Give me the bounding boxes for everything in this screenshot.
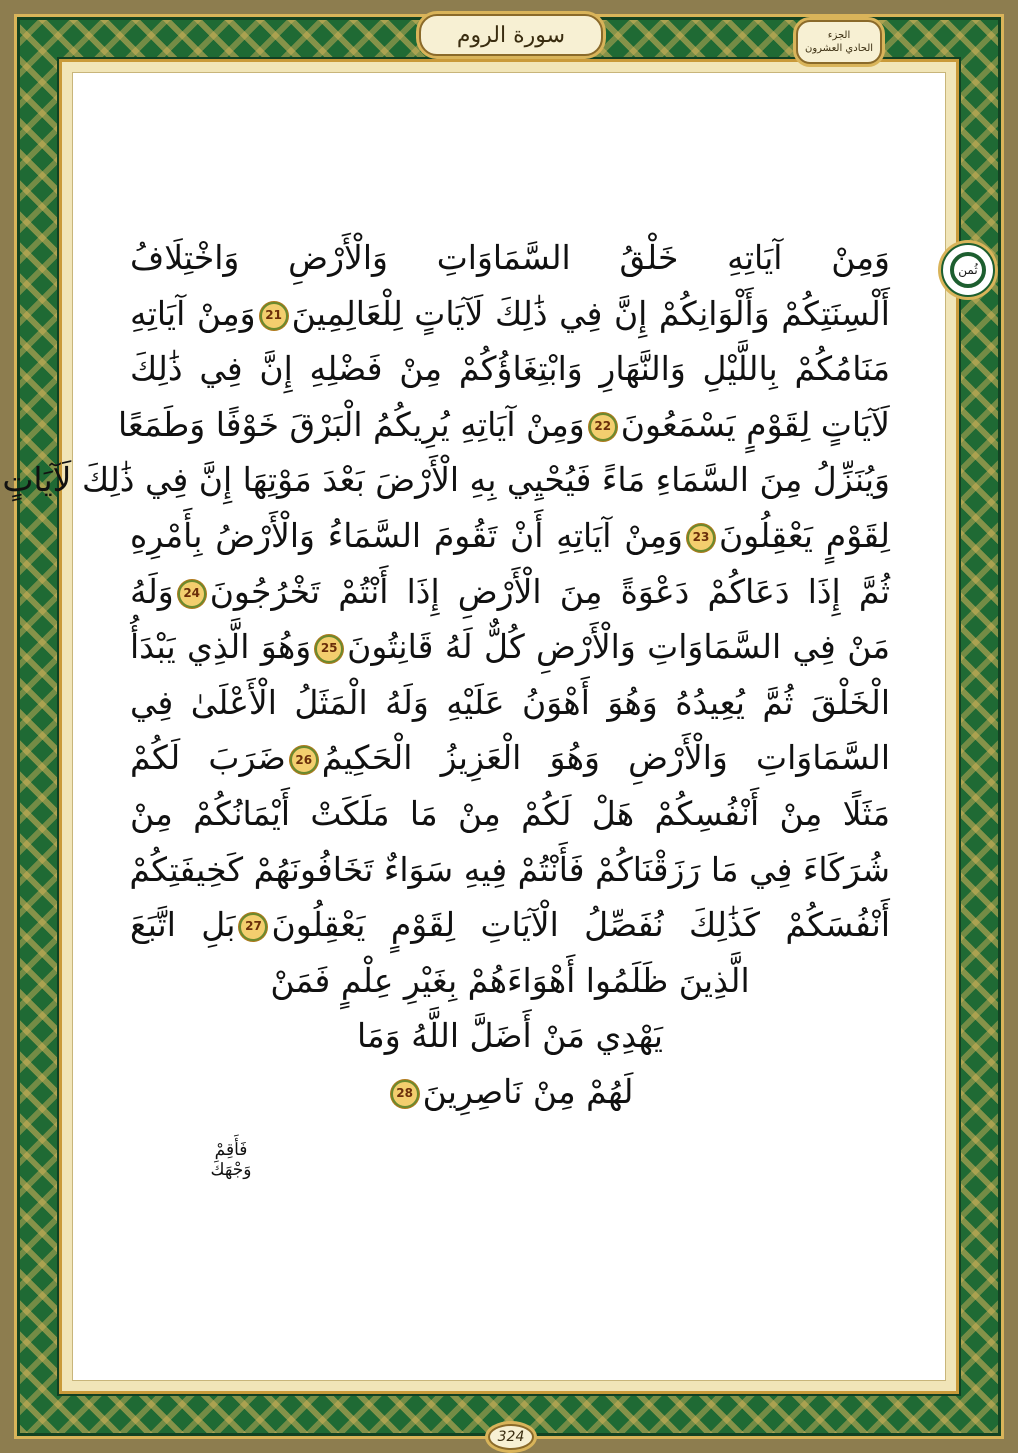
ayah-number-marker: 27 [239,913,267,941]
juz-label-line1: الجزء [827,30,851,41]
text-segment: وَهُوَ الَّذِي يَبْدَأُ [130,627,312,667]
text-segment: بَلِ اتَّبَعَ [130,905,236,945]
text-segment: مَنْ فِي السَّمَاوَاتِ وَالْأَرْضِ كُلٌّ لَهُ قَانِتُونَ [347,627,890,667]
hizb-marker-label: ثُمن [958,263,978,277]
text-line [130,230,890,286]
text-segment: وَمِنْ آيَاتِهِ يُرِيكُمُ الْبَرْقَ خَوْفًا وَطَمَعًا [117,404,585,444]
text-segment: لَآيَاتٍ لِقَوْمٍ يَسْمَعُونَ [620,404,890,444]
text-segment: لَهُمْ مِنْ نَاصِرِينَ [422,1071,634,1111]
hizb-marker-icon [950,252,986,288]
text-line [130,619,890,675]
text-segment: الْخَلْقَ ثُمَّ يُعِيدُهُ وَهُوَ أَهْوَنُ عَلَيْهِ وَلَهُ الْمَثَلُ الْأَعْلَىٰ فِي [130,682,890,722]
ayah-number-marker: 21 [260,302,288,330]
text-segment: الَّذِينَ ظَلَمُوا أَهْوَاءَهُمْ بِغَيْرِ عِلْمٍ فَمَنْ [270,960,750,1000]
text-line [130,675,890,731]
text-line [2,452,890,508]
juz-label [796,20,882,64]
ayah-number-marker: 26 [290,746,318,774]
juz-label-line2: الحادي العشرون [804,43,874,54]
text-segment: وَلَهُ [130,571,174,611]
text-line [130,1008,890,1064]
text-segment: ثُمَّ إِذَا دَعَاكُمْ دَعْوَةً مِنَ الْأَرْضِ إِذَا أَنْتُمْ تَخْرُجُونَ [209,571,890,611]
ayah-number-marker: 28 [391,1080,419,1108]
text-segment: شُرَكَاءَ فِي مَا رَزَقْنَاكُمْ فَأَنْتُمْ فِيهِ سَوَاءٌ تَخَافُونَهُمْ كَخِيفَتِكُمْ [129,849,890,889]
text-line [130,508,890,564]
text-segment: وَمِنْ آيَاتِهِ [130,293,256,333]
text-segment: ضَرَبَ لَكُمْ [130,738,286,778]
text-line [130,286,890,342]
catchword: فَأَقِمْ وَجْهَكَ [210,1140,252,1180]
ayah-number-marker: 23 [687,524,715,552]
text-line [130,897,890,953]
text-segment: السَّمَاوَاتِ وَالْأَرْضِ وَهُوَ الْعَزِيزُ الْحَكِيمُ [321,738,891,778]
text-segment: مَثَلًا مِنْ أَنْفُسِكُمْ هَلْ لَكُمْ مِنْ مَا مَلَكَتْ أَيْمَانُكُمْ مِنْ [130,793,890,833]
text-segment: يَهْدِي مَنْ أَضَلَّ اللَّهُ وَمَا [357,1016,663,1056]
text-line [130,1064,890,1120]
text-segment: وَمِنْ آيَاتِهِ خَلْقُ السَّمَاوَاتِ وَالْأَرْضِ وَاخْتِلَافُ [130,238,890,277]
text-segment: مَنَامُكُمْ بِاللَّيْلِ وَالنَّهَارِ وَابْتِغَاؤُكُمْ مِنْ فَضْلِهِ إِنَّ فِي ذَٰلِكَ [130,349,890,389]
text-segment: أَلْسِنَتِكُمْ وَأَلْوَانِكُمْ إِنَّ فِي ذَٰلِكَ لَآيَاتٍ لِلْعَالِمِينَ [291,293,890,333]
ayah-number-marker: 24 [178,580,206,608]
surah-title: سورة الروم [419,14,603,56]
ayah-number-marker: 25 [315,635,343,663]
text-segment: لِقَوْمٍ يَعْقِلُونَ [718,515,890,555]
page-number: 324 [488,1424,534,1450]
text-line [130,564,890,620]
text-segment: وَمِنْ آيَاتِهِ أَنْ تَقُومَ السَّمَاءُ وَالْأَرْضُ بِأَمْرِهِ [130,515,683,555]
quran-text-block [2,230,891,1120]
text-line [130,842,890,898]
text-line [130,786,890,842]
text-line [117,397,890,453]
text-segment: أَنْفُسَكُمْ كَذَٰلِكَ نُفَصِّلُ الْآيَاتِ لِقَوْمٍ يَعْقِلُونَ [271,905,890,945]
ayah-number-marker: 22 [589,413,617,441]
text-line [130,730,890,786]
text-segment: وَيُنَزِّلُ مِنَ السَّمَاءِ مَاءً فَيُحْيِي بِهِ الْأَرْضَ بَعْدَ مَوْتِهَا إِنَّ فِي ذَٰلِكَ لَآيَاتٍ [2,460,890,500]
text-line [130,953,890,1009]
hizb-marker [941,243,995,297]
text-line [130,341,890,397]
